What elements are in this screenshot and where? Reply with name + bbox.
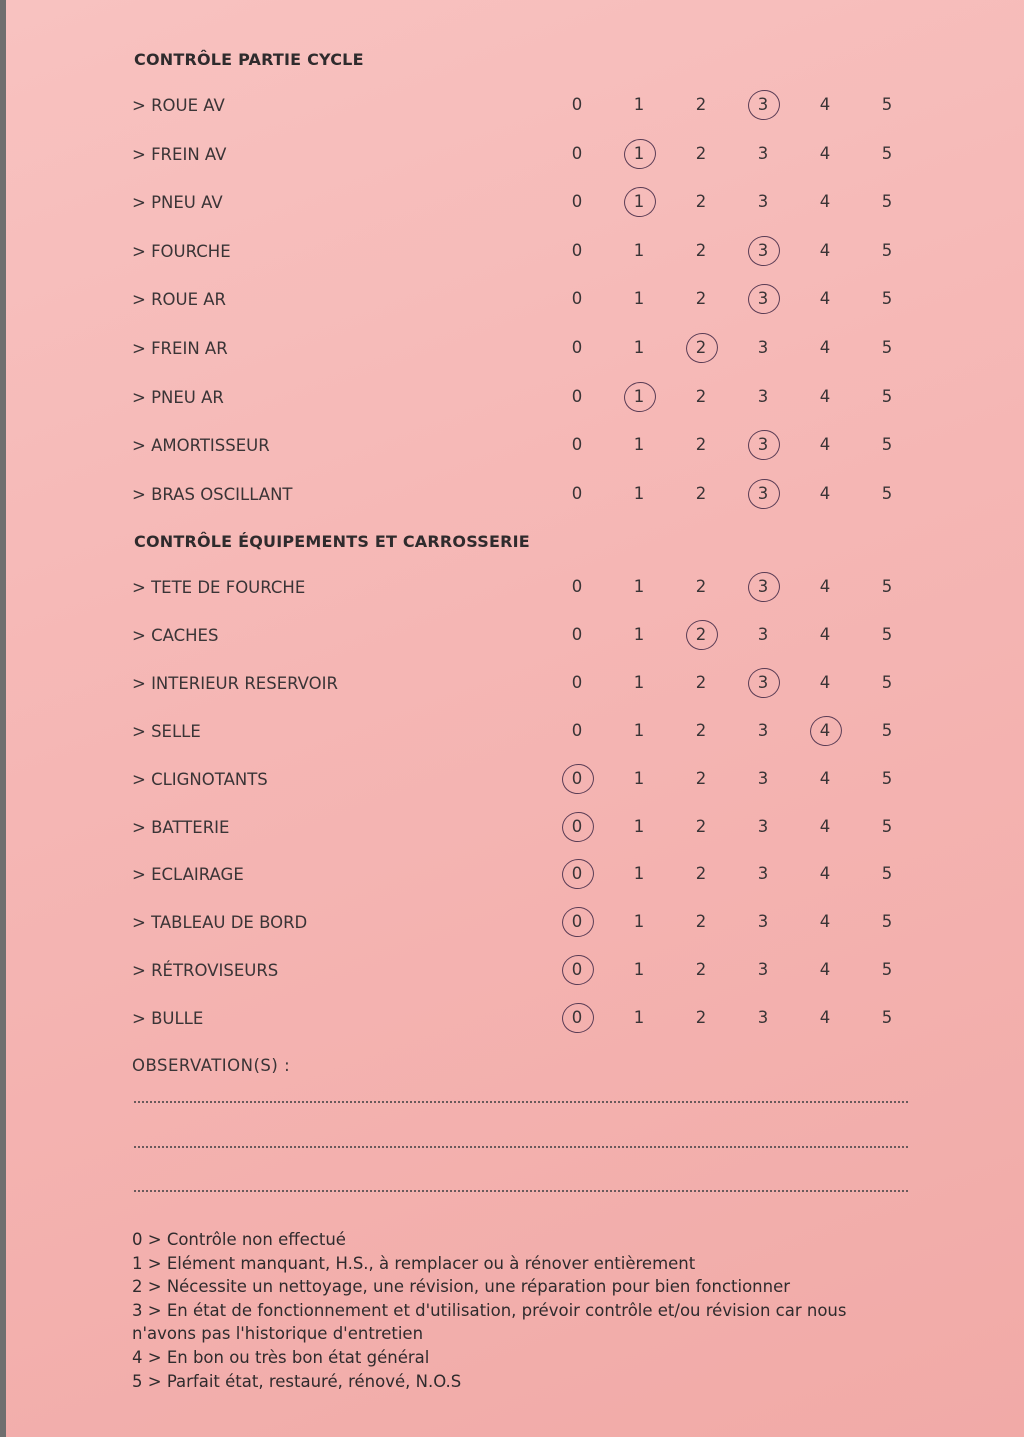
rating-option: 5: [881, 624, 893, 644]
inspection-sheet: [6, 0, 1024, 1437]
checklist-row: [6, 183, 1024, 223]
rating-option: 4: [819, 483, 831, 503]
rating-option: 0: [571, 289, 583, 309]
item-label: > INTERIEUR RESERVOIR: [132, 673, 338, 693]
rating-option: 4: [819, 289, 831, 309]
checklist-row: [6, 712, 1024, 752]
rating-option: 5: [881, 338, 893, 357]
checklist-row: [6, 951, 1024, 991]
rating-option: 1: [633, 577, 645, 596]
rating-option: 4: [819, 143, 831, 163]
rating-option: 0: [571, 720, 583, 740]
item-label: > FREIN AV: [132, 144, 227, 164]
rating-option: 4: [819, 912, 831, 932]
rating-option: 2: [695, 960, 707, 980]
rating-option: 3: [757, 624, 769, 644]
rating-option: 2: [695, 864, 707, 884]
checklist-row: [6, 86, 1024, 126]
item-label: > ROUE AV: [132, 96, 225, 115]
rating-option: 1: [633, 672, 645, 692]
rating-option: 2: [695, 483, 707, 503]
rating-option: 0: [571, 192, 583, 212]
rating-option: 2: [695, 1008, 707, 1028]
rating-option: 1: [633, 960, 645, 980]
legend-item: 5 > Parfait état, restauré, rénové, N.O.S: [132, 1371, 462, 1391]
item-label: > ECLAIRAGE: [132, 865, 244, 885]
selected-rating: 0: [562, 1008, 592, 1027]
selected-rating: 3: [748, 95, 778, 114]
rating-option: 4: [819, 95, 831, 114]
rating-option: 4: [819, 577, 831, 596]
legend-item: 0 > Contrôle non effectué: [132, 1230, 346, 1249]
rating-option: 2: [695, 143, 707, 163]
selected-rating: 1: [624, 387, 654, 406]
item-label: > BULLE: [132, 1009, 204, 1029]
item-label: > FOURCHE: [132, 241, 231, 261]
rating-option: 3: [757, 768, 769, 788]
rating-option: 1: [633, 768, 645, 788]
rating-option: 4: [819, 240, 831, 260]
rating-option: 5: [881, 483, 893, 503]
rating-option: 5: [881, 912, 893, 932]
legend-item: 1 > Elément manquant, H.S., à remplacer ou à rénover entièrement: [132, 1253, 696, 1273]
rating-option: 4: [819, 672, 831, 692]
rating-option: 5: [881, 95, 893, 114]
rating-option: 0: [571, 577, 583, 596]
rating-option: 1: [633, 289, 645, 309]
rating-option: 1: [633, 483, 645, 503]
rating-option: 4: [819, 386, 831, 406]
rating-option: 1: [633, 338, 645, 357]
item-label: > TABLEAU DE BORD: [132, 913, 308, 933]
checklist-row: [6, 426, 1024, 466]
rating-option: 0: [571, 338, 583, 357]
observations-label: OBSERVATION(S) :: [132, 1056, 291, 1075]
selected-rating: 0: [562, 769, 592, 788]
selected-rating: 4: [810, 721, 840, 740]
rating-option: 3: [757, 338, 769, 357]
selected-rating: 0: [562, 817, 592, 836]
rating-option: 4: [819, 864, 831, 884]
rating-option: 5: [881, 143, 893, 163]
rating-option: 4: [819, 768, 831, 788]
rating-option: 0: [571, 483, 583, 503]
rating-option: 1: [633, 95, 645, 114]
rating-option: 5: [881, 435, 893, 455]
rating-option: 0: [571, 624, 583, 644]
rating-legend: [132, 1228, 902, 1393]
rating-option: 2: [695, 386, 707, 406]
selected-rating: 1: [624, 192, 654, 211]
checklist-row: [6, 616, 1024, 656]
item-label: > SELLE: [132, 721, 201, 741]
selected-rating: 0: [562, 960, 592, 979]
checklist-row: [6, 664, 1024, 704]
checklist-row: [6, 329, 1024, 369]
selected-rating: 1: [624, 144, 654, 163]
rating-option: 5: [881, 240, 893, 260]
rating-option: 1: [633, 864, 645, 884]
rating-option: 0: [571, 143, 583, 163]
section-title-cycle: CONTRÔLE PARTIE CYCLE: [134, 50, 364, 69]
item-label: > CLIGNOTANTS: [132, 769, 268, 789]
item-label: > AMORTISSEUR: [132, 436, 270, 456]
checklist-row: [6, 378, 1024, 418]
rating-option: 5: [881, 192, 893, 212]
item-label: > FREIN AR: [132, 339, 228, 358]
checklist-row: [6, 232, 1024, 272]
rating-option: 2: [695, 912, 707, 932]
rating-option: 5: [881, 864, 893, 884]
rating-option: 4: [819, 192, 831, 212]
item-label: > PNEU AV: [132, 193, 223, 213]
checklist-row: [6, 280, 1024, 320]
rating-option: 3: [757, 143, 769, 163]
item-label: > TETE DE FOURCHE: [132, 578, 306, 597]
rating-option: 1: [633, 816, 645, 836]
rating-option: 1: [633, 1008, 645, 1028]
item-label: > CACHES: [132, 625, 219, 645]
checklist-row: [6, 855, 1024, 895]
rating-option: 2: [695, 672, 707, 692]
rating-option: 0: [571, 95, 583, 114]
rating-option: 5: [881, 1008, 893, 1028]
rating-option: 4: [819, 624, 831, 644]
rating-option: 0: [571, 386, 583, 406]
rating-option: 3: [757, 816, 769, 836]
selected-rating: 3: [748, 435, 778, 454]
rating-option: 2: [695, 192, 707, 212]
rating-option: 4: [819, 1008, 831, 1028]
selected-rating: 3: [748, 241, 778, 260]
rating-option: 1: [633, 435, 645, 455]
rating-option: 2: [695, 435, 707, 455]
selected-rating: 2: [686, 625, 716, 644]
rating-option: 5: [881, 720, 893, 740]
rating-option: 2: [695, 240, 707, 260]
rating-option: 1: [633, 720, 645, 740]
observation-line: [134, 1101, 908, 1103]
selected-rating: 2: [686, 338, 716, 357]
rating-option: 3: [757, 864, 769, 884]
rating-option: 5: [881, 289, 893, 309]
rating-option: 2: [695, 720, 707, 740]
checklist-row: [6, 808, 1024, 848]
rating-option: 2: [695, 95, 707, 114]
rating-option: 4: [819, 338, 831, 357]
selected-rating: 3: [748, 673, 778, 692]
rating-option: 0: [571, 672, 583, 692]
rating-option: 2: [695, 816, 707, 836]
selected-rating: 0: [562, 912, 592, 931]
checklist-row: [6, 903, 1024, 943]
rating-option: 1: [633, 240, 645, 260]
item-label: > PNEU AR: [132, 387, 224, 407]
rating-option: 4: [819, 435, 831, 455]
rating-option: 4: [819, 816, 831, 836]
rating-option: 1: [633, 912, 645, 932]
rating-option: 2: [695, 289, 707, 309]
item-label: > RÉTROVISEURS: [132, 961, 279, 981]
observation-line: [134, 1146, 908, 1148]
rating-option: 3: [757, 960, 769, 980]
rating-option: 5: [881, 577, 893, 596]
item-label: > BRAS OSCILLANT: [132, 484, 293, 504]
checklist-row: [6, 568, 1024, 608]
rating-option: 5: [881, 386, 893, 406]
legend-item: 4 > En bon ou très bon état général: [132, 1347, 430, 1367]
checklist-row: [6, 475, 1024, 515]
rating-option: 1: [633, 624, 645, 644]
rating-option: 3: [757, 912, 769, 932]
rating-option: 4: [819, 960, 831, 980]
checklist-row: [6, 135, 1024, 175]
legend-item: 2 > Nécessite un nettoyage, une révision, une réparation pour bien fonctionner: [132, 1277, 791, 1297]
rating-option: 5: [881, 960, 893, 980]
rating-option: 2: [695, 577, 707, 596]
checklist-row: [6, 760, 1024, 800]
selected-rating: 3: [748, 289, 778, 308]
item-label: > ROUE AR: [132, 290, 227, 310]
rating-option: 5: [881, 768, 893, 788]
rating-option: 2: [695, 768, 707, 788]
selected-rating: 0: [562, 864, 592, 883]
rating-option: 3: [757, 1008, 769, 1028]
rating-option: 3: [757, 386, 769, 406]
observation-line: [134, 1190, 908, 1192]
rating-option: 3: [757, 192, 769, 212]
legend-item: 3 > En état de fonctionnement et d'utilisation, prévoir contrôle et/ou révision car nous n'avons pas l'historique d'entretien: [132, 1300, 847, 1344]
checklist-row: [6, 999, 1024, 1039]
rating-option: 5: [881, 672, 893, 692]
item-label: > BATTERIE: [132, 817, 230, 837]
rating-option: 3: [757, 720, 769, 740]
rating-option: 0: [571, 435, 583, 455]
selected-rating: 3: [748, 484, 778, 503]
section-title-equipment: CONTRÔLE ÉQUIPEMENTS ET CARROSSERIE: [134, 532, 530, 551]
rating-option: 0: [571, 240, 583, 260]
selected-rating: 3: [748, 577, 778, 596]
rating-option: 5: [881, 816, 893, 836]
